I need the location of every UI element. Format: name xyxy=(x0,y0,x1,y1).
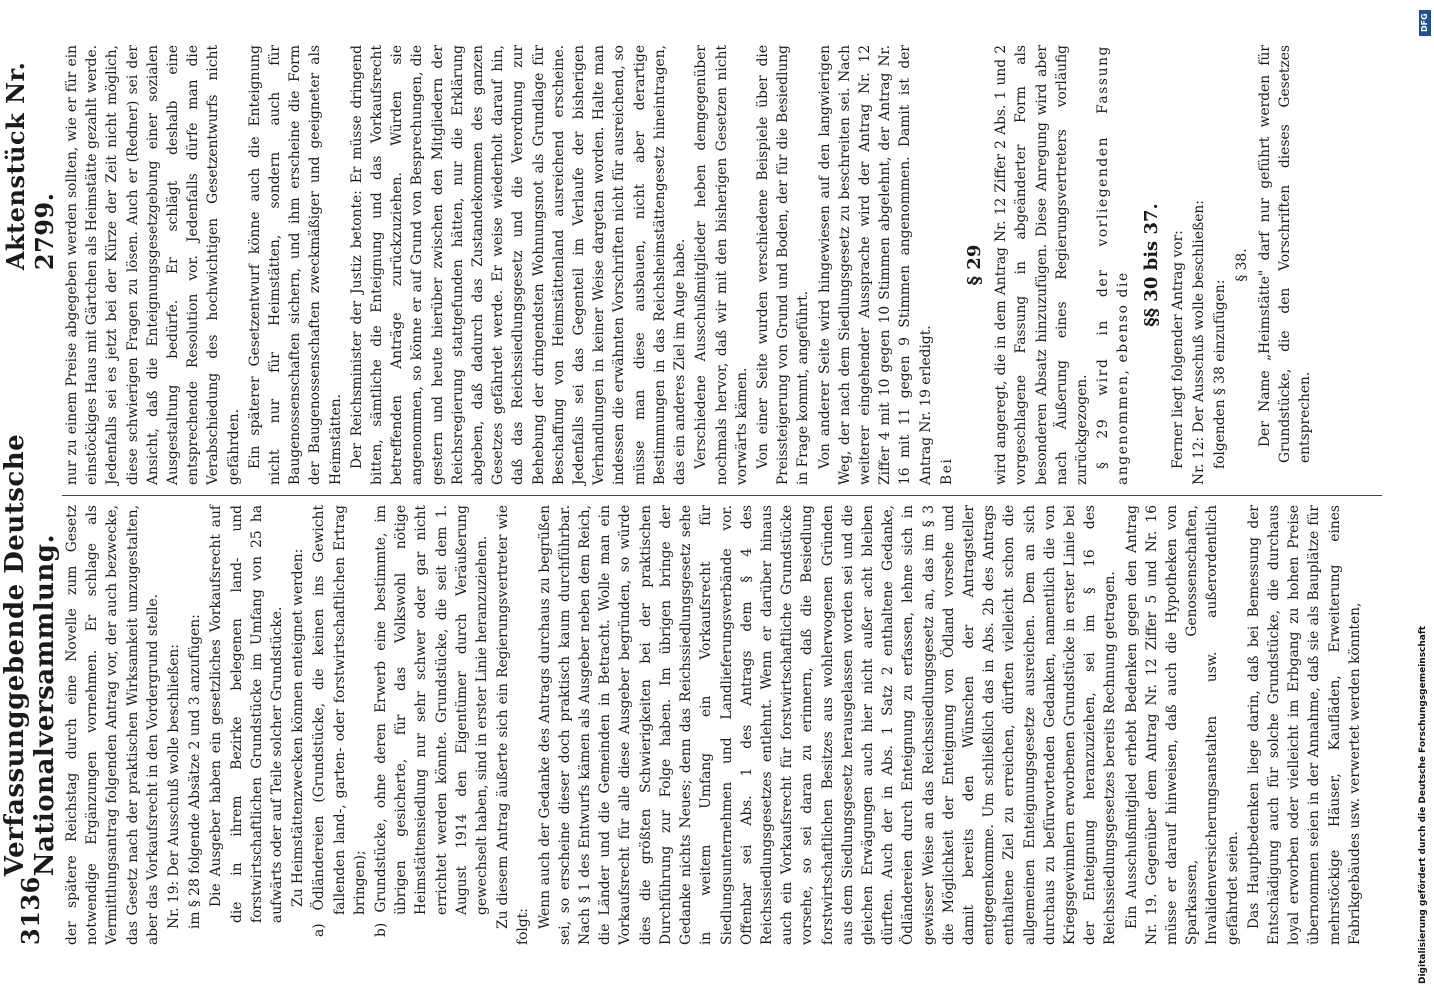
list-item: b) Grundstücke, ohne deren Erwerb eine bestimmte, im übrigen gesicherte, für das Volkswohl nötige Heimstättensiedlung nur sehr schwer oder gar nicht errichtet werden könnte. Grundstücke, die seit dem 1. August 1914 den Eigentümer durch Veräußerung gewechselt haben, sind in erster Linie heranzuziehen. xyxy=(373,505,491,937)
paragraph: nur zu einem Preise abgegeben werden sollten, wie er für ein einstöckiges Haus mit Gärtchen als Heimstätte gezahlt werde. Jedenfalls sei es jetzt bei der Kürze der Zeit nicht möglich, diese schwierigen Fragen zu lösen. Auch er (Redner) sei der Ansicht, daß die Enteignungsgesetzgebung einer sozialen Ausgestaltung bedürfe. Er schlägt deshalb eine entsprechende Resolution vor. Jedenfalls dürfe man die Verabschiedung des hochwichtigen Gesetzentwurfs nicht gefährden. xyxy=(64,45,242,485)
section-heading: § 38. xyxy=(1234,248,1251,282)
paragraph: Ferner liegt folgender Antrag vor: xyxy=(1169,230,1186,469)
right-column xyxy=(62,45,1316,485)
paragraph: im § 28 folgende Absätze 2 und 3 anzufügen: xyxy=(187,614,204,929)
paragraph: Wenn auch der Gedanke des Antrags durchaus zu begrüßen sei, so erscheine dieser doch praktisch kaum durchführbar. Nach § 1 des Entwurfs kämen als Ausgeber neben dem Reich, die Länder und die Gemeinden in Betracht. Wolle man ein Vorkaufsrecht für alle diese Ausgeber begründen, so würde dies die größten Schwierigkeiten bei der praktischen Durchführung zur Folge haben. Im übrigen bringe der Gedanke nichts Neues; denn das Reichssiedlungsgesetz sehe in weitem Umfang ein Vorkaufsrecht für Siedlungsunternehmen und Landlieferungsverbände vor. Offenbar sei Abs. 1 des Antrags dem § 4 des Reichssiedlungsgesetzes entlehnt. Wenn er darüber hinaus auch ein Vorkaufsrecht für forstwirtschaftliche Grundstücke vorsehe, so sei daran zu erinnern, daß die Besiedlung forstwirtschaftlichen Besitzes aus wohlerwogenen Gründen aus dem Siedlungsgesetz herausgelassen worden sei und die gleichen Erwägungen auch hier nicht außer acht bleiben dürften. Auch der in Abs. 1 Satz 2 enthaltene Gedanke, Ödländereien durch Enteignung zu erfassen, lehne sich in gewisser Weise an das Reichssiedlungsgesetz an, das im § 3 die Möglichkeit der Enteignung von Ödland vorsehe und damit bereits den Wünschen der Antragsteller entgegenkomme. Um schließlich das in Abs. 2b des Antrags enthaltene Ziel zu erreichen, dürften vielleicht schon die allgemeinen Enteignungsgesetze ausreichen. Dem an sich durchaus zu befürwortenden Gedanken, namentlich die von Kriegsgewinnlern erworbenen Grundstücke in erster Linie bei der Enteignung heranzuziehen, sei im § 16 des Reichssiedlungsgesetzes bereits Rechnung getragen. xyxy=(536,505,1119,945)
list-item: a) Ödländereien (Grundstücke, die keinen ins Gewicht fallenden land-, garten- oder forstwirtschaftlichen Ertrag bringen); xyxy=(311,505,368,937)
quoted-paragraph: Zu Heimstättenzwecken können enteignet werden: xyxy=(290,548,307,907)
paragraph: Ein Ausschußmitglied erhebt Bedenken gegen den Antrag Nr. 19. Gegenüber dem Antrag Nr. 12 Ziffer 5 und Nr. 16 müsse er darauf hinweisen, daß auch die Hypotheken von Sparkassen, Genossenschaften, Invalidenversicherungsanstalten usw. außerordentlich gefährdet seien. xyxy=(1123,505,1241,945)
left-column xyxy=(62,505,1366,945)
motion-heading: Nr. 19: Der Ausschuß wolle beschließen: xyxy=(166,644,183,929)
paragraph: Zu diesem Antrag äußerte sich ein Regierungsvertreter wie folgt: xyxy=(495,505,532,945)
funding-note: Digitalisierung gefördert durch die Deutsche Forschungsgemeinschaft xyxy=(1418,625,1428,984)
page-header xyxy=(0,45,60,945)
quoted-paragraph: Die Ausgeber haben ein gesetzliches Vorkaufsrecht auf die in ihrem Bezirke belegenen land- und forstwirtschaftlichen Grundstücke im Umfang von 25 ha aufwärts oder auf Teile solcher Grundstücke. xyxy=(208,505,286,923)
rotated-document-page xyxy=(0,45,1390,945)
paragraph: Das Hauptbedenken liege darin, daß bei Bemessung der Entschädigung auch für solche Grundstücke, die durchaus loyal erworben oder vielleicht im Erbgang zu hohen Preise übernommen seien in der Annahme, daß sie als Bauplätze für mehrstöckige Häuser, Kaufläden, Erweiterung eines Fabrikgebäudes usw. verwertet werden könnten, xyxy=(1245,505,1363,945)
paragraph: folgenden § 38 einzufügen: xyxy=(1212,279,1229,469)
paragraph: Von einer Seite wurden verschiedene Beispiele über die Preissteigerung von Grund und Boden, der für die Besiedlung in Frage kommt, angeführt. xyxy=(754,45,812,485)
document-reference: Aktenstück Nr. 2799. xyxy=(1,61,59,271)
paragraph: § 29 wird in der vorliegenden Fassung angenommen, ebenso die xyxy=(1095,45,1132,485)
paragraph: der spätere Reichstag durch eine Novelle zum Gesetz notwendige Ergänzungen vornehmen. Er schlage als Vermittlungsantrag folgenden Antrag vor, der auch bezwecke, das Gesetz nach der praktischen Wirksamkeit umzugestalten, aber das Vorkaufsrecht in den Vordergrund stelle. xyxy=(64,505,161,945)
paragraph: Von anderer Seite wird hingewiesen auf den langwierigen Weg, der nach dem Siedlungsgesetz zu beschreiten sei. Nach weiterer eingehender Aussprache wird der Antrag Nr. 12 Ziffer 4 mit 10 gegen 10 Stimmen abgelehnt, der Antrag Nr. 16 mit 11 gegen 9 Stimmen angenommen. Damit ist der Antrag Nr. 19 erledigt. xyxy=(816,45,934,485)
quoted-paragraph: Der Name „Heimstätte" darf nur geführt werden für Grundstücke, die den Vorschriften dieses Gesetzes entsprechen. xyxy=(1256,45,1313,463)
section-lead: Bei xyxy=(938,457,955,485)
paragraph: wird angeregt, die in dem Antrag Nr. 12 Ziffer 2 Abs. 1 und 2 vorgeschlagene Fassung in abgeänderter Form als besonderen Absatz hinzuzufügen. Diese Anregung wird aber nach Äußerung eines Regierungsvertreters vorläufig zurückgezogen. xyxy=(993,45,1090,485)
paragraph: Der Reichsminister der Justiz betonte: Er müsse dringend bitten, sämtliche die Enteignung und das Vorkaufsrecht betreffenden Anträge zurückzuziehen. Würden sie angenommen, so könne er auf Grund von Besprechungen, die gestern und heute hierüber zwischen den Mitgliedern der Reichsregierung stattgefunden hätten, nur die Erklärung abgeben, daß dadurch das Zustandekommen des ganzen Gesetzes gefährdet werde. Er weise wiederholt darauf hin, daß das Reichssiedlungsgesetz und die Verordnung zur Behebung der dringendsten Wohnungsnot als Grundlage für Beschaffung von Heimstättenland ausreichend erscheine. Jedenfalls sei das Gegenteil im Verlaufe der bisherigen Verhandlungen in keiner Weise dargetan worden. Halte man indessen die erwähnten Vorschriften nicht für ausreichend, so müsse man diese ausbauen, nicht aber derartige Bestimmungen in das Reichsheimstättengesetz hineintragen, das ein anderes Ziel im Auge habe. xyxy=(348,45,689,485)
column-divider xyxy=(62,495,1382,496)
dfg-logo: DFG xyxy=(1419,10,1431,36)
page-title: Verfassunggebende Deutsche Nationalversammlung. xyxy=(0,433,60,877)
page-number: 3136 xyxy=(15,876,45,945)
section-heading: § 29 xyxy=(963,244,985,286)
section-heading: §§ 30 bis 37. xyxy=(1140,203,1162,327)
motion-heading: Nr. 12: Der Ausschuß wolle beschließen: xyxy=(1190,200,1207,485)
paragraph: Ein späterer Gesetzentwurf könne auch die Enteignung nicht nur für Heimstätten, sondern auch für Baugenossenschaften sichern, und ihm erscheine die Form der Baugenossenschaften zweckmäßiger und geeigneter als Heimstätten. xyxy=(246,45,344,485)
paragraph: Verschiedene Ausschußmitglieder heben demgegenüber nochmals hervor, daß wir mit den bisherigen Gesetzen nicht vorwärts kämen. xyxy=(693,45,750,485)
